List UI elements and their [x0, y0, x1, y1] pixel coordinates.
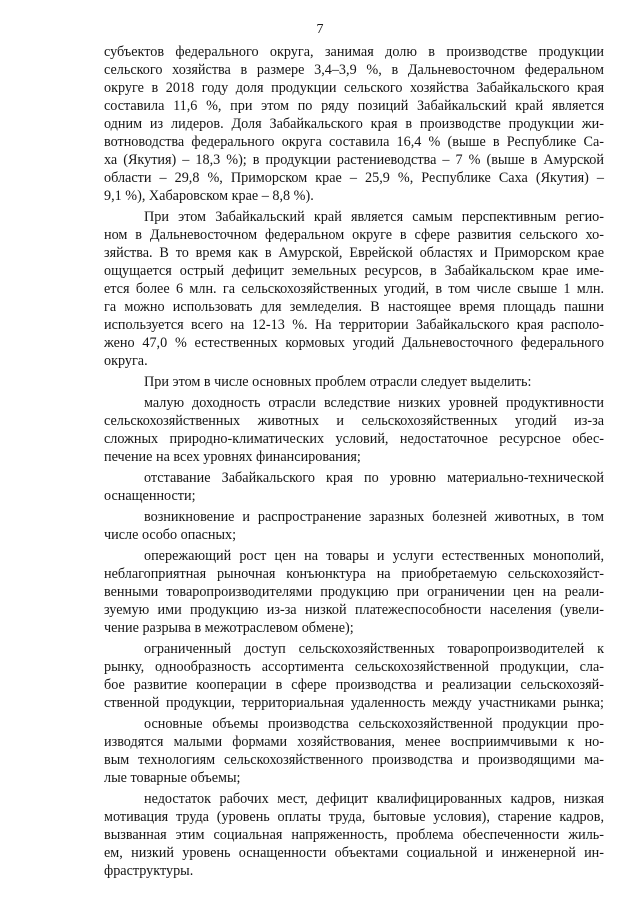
- text-line: оснащенности;: [104, 488, 196, 504]
- paragraph-first-line: При этом в числе основных проблем отрасли следует выделить:: [144, 374, 532, 390]
- text-line: неблагоприятная рыночная конъюнктура на приобретаемую сельскохозяйст-: [104, 566, 604, 582]
- text-line: га можно использовать для земледелия. В настоящее время площадь пашни: [104, 299, 604, 315]
- text-line: ем, низкий уровень оснащенности объектами социальной и инженерной ин-: [104, 845, 604, 861]
- text-line: одним из лидеров. Доля Забайкальского края в производстве продукции жи-: [104, 116, 604, 132]
- text-line: ха (Якутия) – 18,3 %); в продукции растениеводства – 7 % (выше в Амурской: [104, 152, 604, 168]
- text-line: венными товаропроизводителями продукцию при ограничении цен на реали-: [104, 584, 604, 600]
- text-line: ется более 6 млн. га сельскохозяйственных угодий, в том числе свыше 1 млн.: [104, 281, 604, 297]
- text-line: вотноводства федерального округа составила 16,4 % (выше в Республике Са-: [104, 134, 604, 150]
- paragraph-first-line: недостаток рабочих мест, дефицит квалифицированных кадров, низкая: [144, 791, 604, 807]
- text-line: числе особо опасных;: [104, 527, 237, 543]
- paragraph-first-line: При этом Забайкальский край является самым перспективным регио-: [144, 209, 604, 225]
- text-line: 9,1 %), Хабаровском крае – 8,8 %).: [104, 188, 314, 204]
- paragraph-first-line: основные объемы производства сельскохозяйственной продукции про-: [144, 716, 604, 732]
- text-line: лые товарные объемы;: [104, 770, 241, 786]
- text-line: бое развитие кооперации в сфере производства и реализации сельскохозяй-: [104, 677, 604, 693]
- text-line: составила 11,6 %, при этом по ряду позиций Забайкальский край является: [104, 98, 604, 114]
- text-line: печение на всех уровнях финансирования;: [104, 449, 361, 465]
- paragraph-first-line: ограниченный доступ сельскохозяйственных товаропроизводителей к: [144, 641, 604, 657]
- paragraph-first-line: малую доходность отрасли вследствие низких уровней продуктивности: [144, 395, 604, 411]
- paragraph-first-line: отставание Забайкальского края по уровню материально-технической: [144, 470, 604, 486]
- text-line: сельскохозяйственных животных и сельскохозяйственных угодий из-за: [104, 413, 604, 429]
- text-line: чение разрыва в межотраслевом обмене);: [104, 620, 354, 636]
- paragraph-first-line: опережающий рост цен на товары и услуги естественных монополий,: [144, 548, 604, 564]
- text-line: используется всего на 12-13 %. На территории Забайкальского края располо-: [104, 317, 604, 333]
- paragraph-first-line: возникновение и распространение заразных болезней животных, в том: [144, 509, 604, 525]
- text-line: сельского хозяйства в размере 3,4–3,9 %, в Дальневосточном федеральном: [104, 62, 604, 78]
- text-line: округе в 2018 году доля продукции сельского хозяйства Забайкальского края: [104, 80, 604, 96]
- text-line: сложных природно-климатических условий, недостаточное ресурсное обес-: [104, 431, 604, 447]
- text-line: изводятся малыми формами хозяйствования, менее восприимчивыми к но-: [104, 734, 604, 750]
- text-line: зяйства. В то время как в Амурской, Еврейской областях и Приморском крае: [104, 245, 604, 261]
- text-line: рынку, однообразность ассортимента сельскохозяйственной продукции, сла-: [104, 659, 604, 675]
- text-line: ощущается острый дефицит земельных ресурсов, в Забайкальском крае име-: [104, 263, 604, 279]
- text-line: жено 47,0 % естественных кормовых угодий Дальневосточного федерального: [104, 335, 604, 351]
- text-line: субъектов федерального округа, занимая долю в производстве продукции: [104, 44, 604, 60]
- text-line: зуемую ими продукцию из-за низкой платежеспособности населения (увели-: [104, 602, 604, 618]
- text-line: фраструктуры.: [104, 863, 194, 879]
- page-number: 7: [316, 22, 324, 37]
- text-line: округа.: [104, 353, 148, 369]
- text-line: ном в Дальневосточном федеральном округе в сфере развития сельского хо-: [104, 227, 604, 243]
- text-line: мотивация труда (уровень оплаты труда, бытовые условия), старение кадров,: [104, 809, 604, 825]
- text-line: вым технологиям сельскохозяйственного производства и производящими ма-: [104, 752, 604, 768]
- text-line: области – 29,8 %, Приморском крае – 25,9 %, Республике Саха (Якутия) –: [104, 170, 604, 186]
- text-line: вызванная этим социальная напряженность, проблема обеспеченности жиль-: [104, 827, 604, 843]
- text-line: ственной продукции, территориальная удаленность между участниками рынка;: [104, 695, 604, 711]
